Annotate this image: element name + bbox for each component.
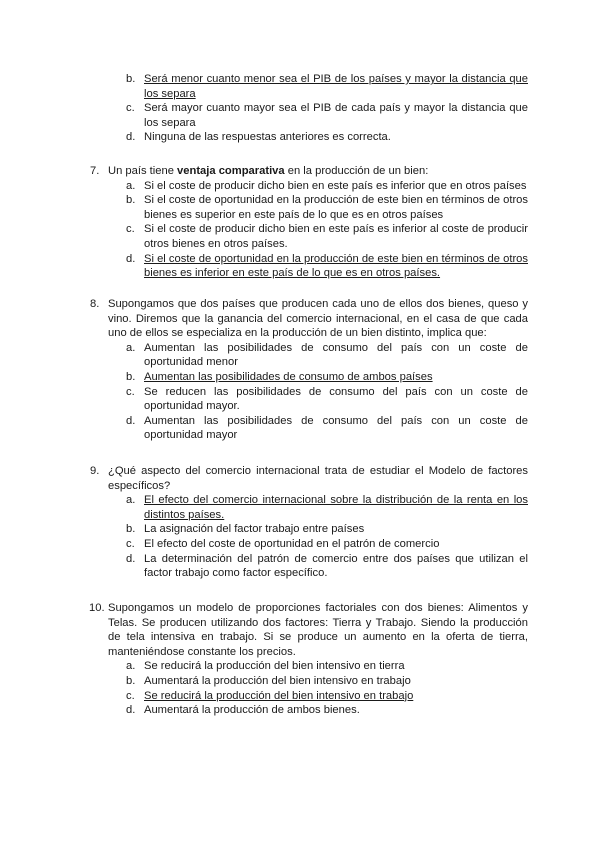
prev-option-c bbox=[126, 101, 528, 130]
option-text: Se reducen las posibilidades de consumo del país con un coste de oportunidad mayor. bbox=[144, 385, 528, 413]
option-text-correct: Será menor cuanto menor sea el PIB de los países y mayor la distancia que los separa bbox=[144, 73, 528, 100]
prev-question bbox=[90, 72, 528, 145]
q8-option-d bbox=[126, 414, 528, 443]
option-letter: c. bbox=[126, 385, 135, 398]
question-text-part: en la producción de un bien: bbox=[284, 165, 429, 177]
q8-option-b bbox=[126, 370, 528, 385]
option-letter: c. bbox=[126, 689, 135, 702]
option-letter: a. bbox=[126, 660, 136, 673]
option-letter: b. bbox=[126, 370, 136, 383]
option-letter: c. bbox=[126, 537, 135, 550]
option-letter: c. bbox=[126, 102, 135, 115]
q7-option-b bbox=[126, 193, 528, 222]
q9-option-a bbox=[126, 493, 528, 522]
option-text: Si el coste de oportunidad en la producción de este bien en términos de otros bienes es superior en este país de lo que es en otros países bbox=[144, 194, 528, 221]
q8-option-c bbox=[126, 385, 528, 414]
q9-option-b bbox=[126, 522, 528, 537]
option-text-correct: Se reducirá la producción del bien intensivo en trabajo bbox=[144, 689, 414, 702]
q10-option-b bbox=[126, 674, 528, 689]
question-9 bbox=[90, 464, 528, 581]
option-letter: c. bbox=[126, 223, 135, 236]
question-10 bbox=[90, 601, 528, 718]
question-number: 10. bbox=[89, 602, 105, 614]
question-text-body: Supongamos que dos países que producen cada uno de ellos dos bienes, queso y vino. Diremos que la ganancia del comercio internacional, en el casa de que cada uno de ellos se especializa en la producción de un bien distinto, implica que: bbox=[108, 298, 528, 340]
option-letter: b. bbox=[126, 194, 136, 207]
question-text bbox=[90, 464, 528, 493]
option-letter: a. bbox=[126, 341, 136, 354]
q10-option-a bbox=[126, 659, 528, 674]
option-letter: d. bbox=[126, 131, 136, 144]
option-text: Aumentan las posibilidades de consumo del país con un coste de oportunidad mayor bbox=[144, 414, 528, 442]
question-text bbox=[90, 164, 528, 179]
question-7 bbox=[90, 164, 528, 281]
option-letter: d. bbox=[126, 414, 136, 427]
question-text-part: Un país tiene bbox=[108, 165, 178, 177]
option-text: La determinación del patrón de comercio entre dos países que utilizan el factor trabajo como factor específico. bbox=[144, 552, 528, 580]
q10-option-d bbox=[126, 703, 528, 718]
option-text: Ninguna de las respuestas anteriores es correcta. bbox=[144, 131, 391, 144]
option-text: Será mayor cuanto mayor sea el PIB de cada país y mayor la distancia que los separa bbox=[144, 102, 528, 129]
q7-option-a bbox=[126, 179, 528, 194]
option-text: Aumentará la producción de ambos bienes. bbox=[144, 704, 360, 717]
q7-option-d bbox=[126, 252, 528, 281]
option-letter: b. bbox=[126, 674, 136, 687]
option-text: El efecto del coste de oportunidad en el patrón de comercio bbox=[144, 537, 440, 550]
option-text: Aumentará la producción del bien intensivo en trabajo bbox=[144, 674, 411, 687]
option-text: La asignación del factor trabajo entre países bbox=[144, 523, 365, 536]
option-text: Se reducirá la producción del bien intensivo en tierra bbox=[144, 660, 405, 673]
question-text-bold: ventaja comparativa bbox=[177, 165, 285, 177]
option-letter: d. bbox=[126, 252, 136, 265]
question-8 bbox=[90, 297, 528, 443]
question-text-body: ¿Qué aspecto del comercio internacional trata de estudiar el Modelo de factores específicos? bbox=[108, 465, 528, 492]
option-letter: a. bbox=[126, 494, 136, 507]
prev-option-b bbox=[126, 72, 528, 101]
option-letter: d. bbox=[126, 704, 136, 717]
option-text-correct: El efecto del comercio internacional sobre la distribución de la renta en los distintos países. bbox=[144, 494, 528, 521]
q9-option-c bbox=[126, 537, 528, 552]
option-text-correct: Aumentan las posibilidades de consumo de ambos países bbox=[144, 370, 433, 383]
option-letter: d. bbox=[126, 552, 136, 565]
option-text: Si el coste de producir dicho bien en este país es inferior que en otros países bbox=[144, 179, 527, 192]
q9-option-d bbox=[126, 552, 528, 581]
question-text-body: Supongamos un modelo de proporciones factoriales con dos bienes: Alimentos y Telas. Se producen utilizando dos factores: Tierra y Trabajo. Siendo la producción de tela intensiva en trabajo. Si se produce un aumento en la oferta de tierra, manteniéndose constante los precios. bbox=[108, 602, 528, 658]
q10-option-c bbox=[126, 689, 528, 704]
question-number: 8. bbox=[90, 298, 100, 310]
option-text: Si el coste de producir dicho bien en este país es inferior al coste de producir otros bienes en otros países. bbox=[144, 223, 528, 250]
question-number: 7. bbox=[90, 165, 100, 177]
q8-option-a bbox=[126, 341, 528, 370]
question-number: 9. bbox=[90, 465, 100, 477]
option-letter: a. bbox=[126, 179, 136, 192]
prev-option-d bbox=[126, 130, 528, 145]
option-letter: b. bbox=[126, 523, 136, 536]
option-text: Aumentan las posibilidades de consumo del país con un coste de oportunidad menor bbox=[144, 341, 528, 369]
question-text bbox=[90, 297, 528, 341]
q7-option-c bbox=[126, 222, 528, 251]
question-text bbox=[90, 601, 528, 659]
option-letter: b. bbox=[126, 73, 136, 85]
option-text-correct: Si el coste de oportunidad en la producción de este bien en términos de otros bienes es inferior en este país de lo que es en otros países. bbox=[144, 252, 528, 280]
